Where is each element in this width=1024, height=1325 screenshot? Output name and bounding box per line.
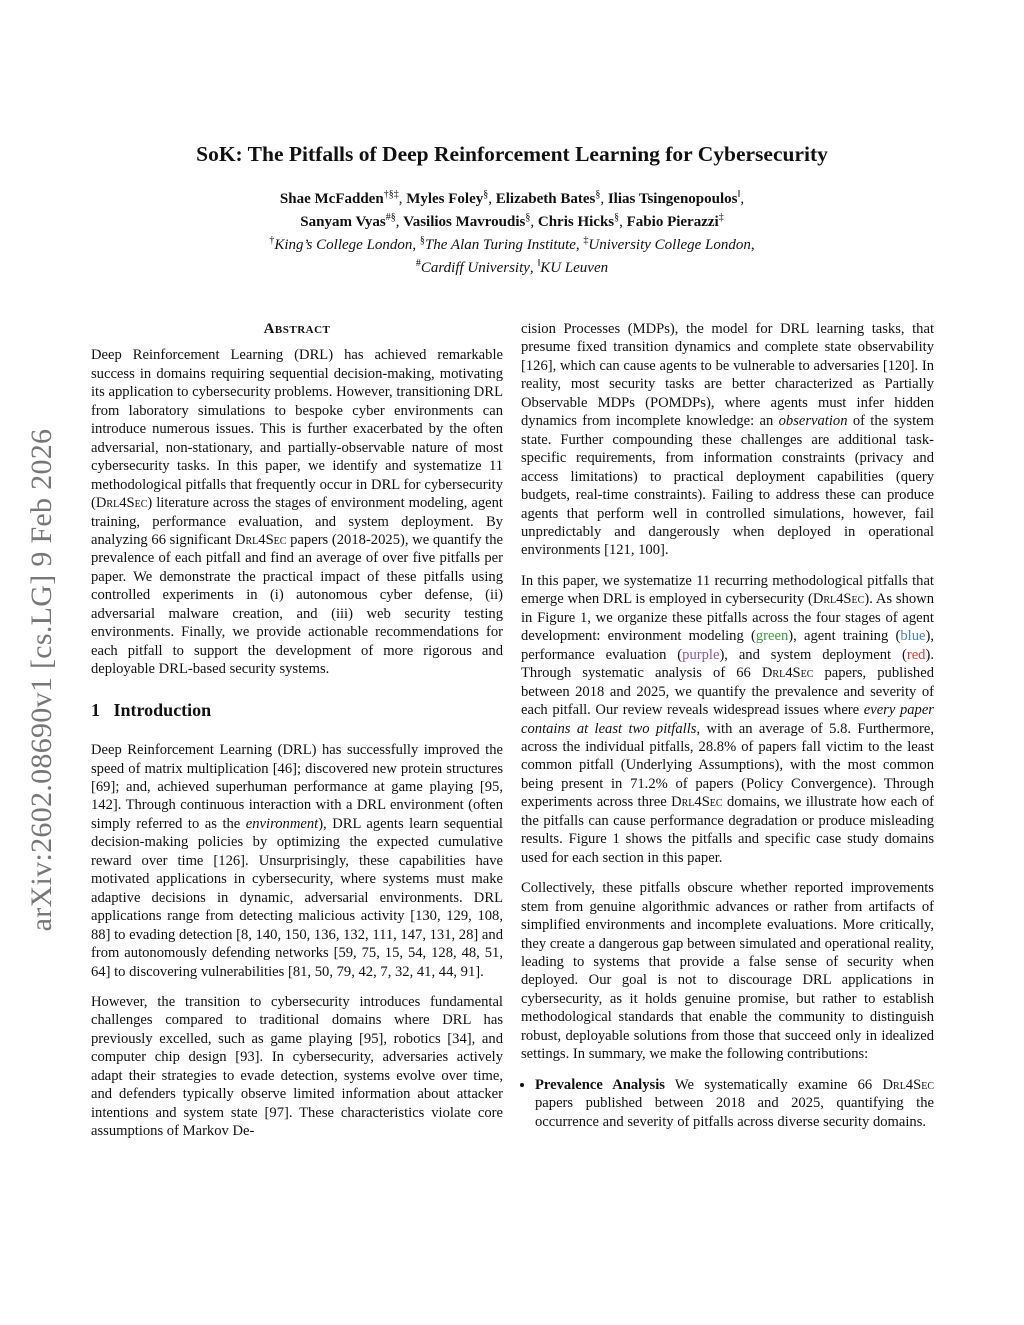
author-block	[0, 188, 1024, 280]
author-name: Elizabeth Bates	[495, 191, 596, 207]
author-name: Sanyam Vyas	[300, 214, 386, 230]
author-name: Vasilios Mavroudis	[403, 214, 526, 230]
affiliation-sup: #	[415, 258, 421, 269]
drl4sec-acronym: Drl4Sec	[234, 531, 287, 548]
affiliation: The Alan Turing Institute	[424, 237, 576, 253]
arxiv-id-text: arXiv:2602.08690v1 [cs.LG] 9 Feb 2026	[25, 428, 58, 932]
affiliation-sup: ‖	[537, 258, 541, 269]
intro-paragraph-1: Deep Reinforcement Learning (DRL) has successfully improved the speed of matrix multiplication [46]; discovered new protein structures [69]; and, achieved superhuman performance at game playing [95, 142]. Through continuous interaction with a DRL environment (often simply referred to as the environment), DRL agents learn sequential decision-making policies by optimizing the expected cumulative reward over time [126]. Unsurprisingly, these capabilities have motivated applications in cybersecurity, where systems must make adaptive decisions in dynamic, adversarial environments. DRL applications range from detecting malicious activity [130, 129, 108, 88] to evading detection [8, 140, 150, 136, 132, 111, 147, 131, 28] and from autonomously defending networks [59, 75, 15, 54, 128, 48, 51, 64] to discovering vulnerabilities [81, 50, 79, 42, 7, 32, 41, 44, 91].	[91, 742, 503, 980]
section-heading-introduction: 1 Introduction	[91, 699, 212, 720]
intro-paragraph-2: However, the transition to cybersecurity introduces fundamental challenges compared to traditional domains where DRL has previously excelled, such as game playing [95], robotics [34], and computer chip design [93]. In cybersecurity, adversaries actively adapt their strategies to evade detection, systems evolve over time, and defenders typically observe limited information about attacker intentions and system state [97]. These characteristics violate core assumptions of Markov De-	[91, 993, 503, 1140]
author-sup: †§‡	[383, 189, 399, 200]
affiliation-sup: ‡	[583, 235, 589, 246]
abstract-text: Deep Reinforcement Learning (DRL) has achieved remarkable success in domains requiring sequential decision-making, motivating its application to cybersecurity problems. However, transitioning DRL from laboratory simulations to bespoke cyber environments can introduce numerous issues. This is further exacerbated by the often adversarial, non-stationary, and partially-observable nature of most cybersecurity tasks. In this paper, we identify and systematize 11 methodological pitfalls that frequently occur in DRL for cybersecurity (Drl4Sec) literature across the stages of environment modeling, agent training, performance evaluation, and system deployment. By analyzing 66 significant Drl4Sec papers (2018-2025), we quantify the prevalence of each pitfall and find an average of over five pitfalls per paper. We demonstrate the practical impact of these pitfalls using controlled experiments in (i) autonomous cyber defense, (ii) adversarial malware creation, and (iii) web security testing environments. Finally, we provide actionable recommendations for each pitfall to support the development of more rigorous and deployable DRL-based security systems.	[91, 347, 503, 678]
stage-blue: blue	[900, 628, 926, 645]
arxiv-identifier	[22, 380, 62, 980]
author-line-2: Sanyam Vyas#§, Vasilios Mavroudis§, Chris Hicks§, Fabio Pierazzi‡	[300, 212, 724, 230]
author-sup: §	[614, 212, 620, 223]
affiliation-line-1: †King’s College London, §The Alan Turing Institute, ‡University College London,	[269, 235, 755, 253]
author-sup: §	[483, 189, 489, 200]
list-item: • Prevalence Analysis We systematically examine 66 Drl4Sec papers published between 2018 and 2025, quantifying the occurrence and severity of pitfalls across diverse security domains.	[535, 1076, 934, 1131]
stage-purple: purple	[682, 646, 720, 663]
author-sup: §	[595, 189, 601, 200]
bullet-label: Prevalence Analysis	[535, 1076, 665, 1093]
author-name: Ilias Tsingenopoulos	[607, 191, 738, 207]
drl4sec-acronym: Drl4Sec	[671, 794, 723, 811]
affiliation-sup: §	[419, 235, 425, 246]
affiliation-line-2: #Cardiff University, ‖KU Leuven	[415, 258, 609, 276]
drl4sec-acronym: Drl4Sec	[812, 591, 865, 608]
right-column	[521, 320, 934, 1131]
intro-paragraph-3: cision Processes (MDPs), the model for DRL learning tasks, that presume fixed transition dynamics and complete state observability [126], which can cause agents to be vulnerable to adversaries [120]. In reality, most security tasks are better characterized as Partially Observable MDPs (POMDPs), where agents must infer hidden dynamics from incomplete knowledge: an observation of the system state. Further compounding these challenges are additional task-specific requirements, from information constraints (privacy and access limitations) to practical deployment capabilities (query budgets, real-time constraints). Failing to address these can produce agents that perform well in controlled simulations, however, fail unpredictably and dangerously when deployed in operational environments [121, 100].	[521, 321, 934, 559]
affiliation: University College London	[588, 237, 751, 253]
intro-paragraph-4: In this paper, we systematize 11 recurring methodological pitfalls that emerge when DRL is employed in cybersecurity (Drl4Sec). As shown in Figure 1, we organize these pitfalls across the four stages of agent development: environment modeling (green), agent training (blue), performance evaluation (purple), and system deployment (red). Through systematic analysis of 66 Drl4Sec papers, published between 2018 and 2025, we quantify the prevalence and severity of each pitfall. Our review reveals widespread issues where every paper contains at least two pitfalls, with an average of 5.8. Furthermore, across the individual pitfalls, 28.8% of papers fall victim to the least common pitfall (Underlying Assumptions), with the most common being present in 71.2% of papers (Policy Convergence). Through experiments across three Drl4Sec domains, we illustrate how each of the pitfalls can cause performance degradation or produce misleading results. Figure 1 shows the pitfalls and specific case study domains used for each section in this paper.	[521, 572, 935, 866]
affiliation: King’s College London	[274, 237, 413, 253]
abstract-heading: Abstract	[263, 321, 331, 337]
drl4sec-acronym: Drl4Sec	[882, 1076, 934, 1093]
paper-title: SoK: The Pitfalls of Deep Reinforcement Learning for Cybersecurity	[196, 142, 828, 166]
author-name: Fabio Pierazzi	[626, 214, 719, 230]
affiliation: Cardiff University	[420, 260, 530, 276]
stage-red: red	[906, 646, 926, 663]
author-sup: ‡	[718, 212, 724, 223]
author-line-1: Shae McFadden†§‡, Myles Foley§, Elizabeth Bates§, Ilias Tsingenopoulos‖,	[279, 189, 745, 207]
intro-paragraph-5: Collectively, these pitfalls obscure whether reported improvements stem from genuine algorithmic advances or rather from artifacts of simplified environments and incomplete evaluations. More critically, they create a dangerous gap between simulated and operational reality, leading to systems that provide a false sense of security when deployed. Our goal is not to discourage DRL applications in cybersecurity, as it holds genuine promise, but rather to establish methodological standards that enable the community to distinguish robust, deployable solutions from those that succeed only in idealized settings. In summary, we make the following contributions:	[521, 880, 934, 1063]
author-name: Chris Hicks	[537, 214, 615, 230]
left-column	[91, 320, 503, 1153]
contributions-list	[521, 1076, 934, 1131]
author-sup: ‖	[737, 189, 741, 200]
affiliation-sup: †	[269, 235, 275, 246]
drl4sec-acronym: Drl4Sec	[761, 665, 814, 682]
affiliation: KU Leuven	[540, 260, 609, 276]
author-name: Shae McFadden	[279, 191, 384, 207]
drl4sec-acronym: Drl4Sec	[95, 495, 148, 512]
stage-green: green	[755, 628, 789, 645]
author-sup: §	[525, 212, 531, 223]
author-sup: #§	[385, 212, 396, 223]
author-name: Myles Foley	[406, 191, 484, 207]
